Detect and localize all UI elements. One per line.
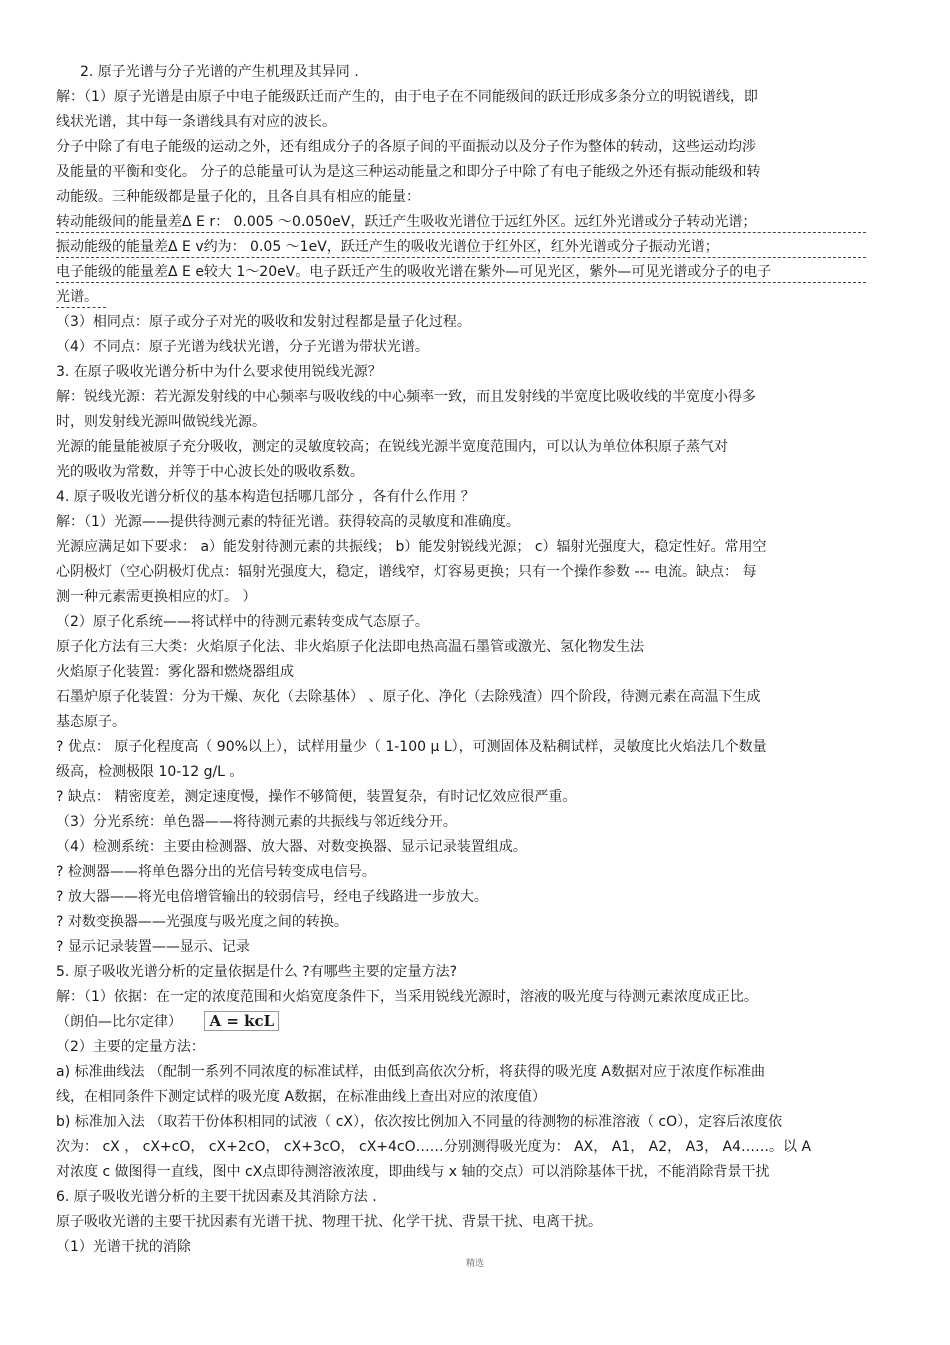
text-line: 解：锐线光源：若光源发射线的中心频率与吸收线的中心频率一致，而且发射线的半宽度比吸收线的半宽度小得多 (56, 389, 756, 405)
text-line: （3）分光系统：单色器——将待测元素的共振线与邻近线分开。 (56, 814, 457, 830)
text-line: （4）检测系统：主要由检测器、放大器、对数变换器、显示记录装置组成。 (56, 839, 527, 855)
text-line: 解：（1）依据：在一定的浓度范围和火焰宽度条件下，当采用锐线光源时，溶液的吸光度与待测元素浓度成正比。 (56, 989, 758, 1005)
text-line-underlined: 转动能级间的能量差Δ E r： 0.005 ～0.050eV，跃迁产生吸收光谱位于远红外区。远红外光谱或分子转动光谱； (56, 212, 866, 233)
text-line: （1）光谱干扰的消除 (56, 1239, 191, 1255)
text-line: 心阴极灯（空心阴极灯优点：辐射光强度大，稳定，谱线窄，灯容易更换；只有一个操作参数 --- 电流。缺点： 每 (56, 564, 757, 580)
text-line: a) 标准曲线法 （配制一系列不同浓度的标准试样，由低到高依次分析，将获得的吸光度 A数据对应于浓度作标准曲 (56, 1064, 765, 1080)
bullet-line: ? 显示记录装置——显示、记录 (56, 939, 250, 955)
text-line: 原子化方法有三大类：火焰原子化法、非火焰原子化法即电热高温石墨管或激光、氢化物发生法 (56, 639, 644, 655)
text-line: 时，则发射线光源叫做锐线光源。 (56, 414, 266, 430)
question-4-heading: 4. 原子吸收光谱分析仪的基本构造包括哪几部分 ，各有什么作用 ？ (56, 489, 475, 505)
text-line: 级高，检测极限 10-12 g/L 。 (56, 764, 244, 780)
text-line: （2）原子化系统——将试样中的待测元素转变成气态原子。 (56, 614, 429, 630)
text-line: b) 标准加入法 （取若干份体积相同的试液（ cX），依次按比例加入不同量的待测物的标准溶液（ cO），定容后浓度依 (56, 1114, 783, 1130)
text-line-underlined: 光谱。 (56, 287, 106, 308)
text-line: 线状光谱，其中每一条谱线具有对应的波长。 (56, 114, 336, 130)
text-line: 次为： cX ， cX+cO， cX+2cO， cX+3cO， cX+4cO……分别测得吸光度为： AX， A1， A2， A3， A4……。以 A (56, 1139, 812, 1155)
text-line: （4）不同点：原子光谱为线状光谱，分子光谱为带状光谱。 (56, 339, 429, 355)
text-line: 石墨炉原子化装置：分为干燥、灰化（去除基体） 、原子化、净化（去除残渣）四个阶段，待测元素在高温下生成 (56, 689, 761, 705)
beer-lambert-formula: A = kcL (204, 1011, 279, 1031)
text-line: 测一种元素需更换相应的灯。 ） (56, 589, 257, 605)
text-line: 及能量的平衡和变化。 分子的总能量可认为是这三种运动能量之和即分子中除了有电子能级之外还有振动能级和转 (56, 164, 761, 180)
question-6-heading: 6. 原子吸收光谱分析的主要干扰因素及其消除方法 . (56, 1189, 377, 1205)
bullet-line: ? 检测器——将单色器分出的光信号转变成电信号。 (56, 864, 376, 880)
text-line: 光源的能量能被原子充分吸收，测定的灵敏度较高；在锐线光源半宽度范围内，可以认为单位体积原子蒸气对 (56, 439, 728, 455)
text-line: 分子中除了有电子能级的运动之外，还有组成分子的各原子间的平面振动以及分子作为整体的转动，这些运动均涉 (56, 139, 756, 155)
text-line-with-formula (56, 1011, 896, 1032)
page-footer: 精选 (465, 1259, 484, 1269)
text-line-underlined: 电子能级的能量差Δ E e较大 1～20eV。电子跃迁产生的吸收光谱在紫外—可见光区，紫外—可见光谱或分子的电子 (56, 262, 866, 283)
text-line: 动能级。三种能级都是量子化的，且各自具有相应的能量： (56, 189, 420, 205)
text-line: 基态原子。 (56, 714, 126, 730)
bullet-line: ? 优点： 原子化程度高（ 90%以上），试样用量少（ 1-100 μ L），可测固体及粘稠试样，灵敏度比火焰法几个数量 (56, 739, 767, 755)
text-line: 对浓度 c 做图得一直线，图中 cX点即待测溶液浓度，即曲线与 x 轴的交点）可以消除基体干扰，不能消除背景干扰 (56, 1164, 770, 1180)
text-line: 原子吸收光谱的主要干扰因素有光谱干扰、物理干扰、化学干扰、背景干扰、电离干扰。 (56, 1214, 602, 1230)
question-3-heading: 3. 在原子吸收光谱分析中为什么要求使用锐线光源？ (56, 364, 382, 380)
text-line: 解：（1）原子光谱是由原子中电子能级跃迁而产生的，由于电子在不同能级间的跃迁形成多条分立的明锐谱线，即 (56, 89, 758, 105)
law-label: （朗伯—比尔定律） (56, 1014, 182, 1030)
bullet-line: ? 对数变换器——光强度与吸光度之间的转换。 (56, 914, 348, 930)
text-line: 火焰原子化装置：雾化器和燃烧器组成 (56, 664, 294, 680)
question-5-heading: 5. 原子吸收光谱分析的定量依据是什么 ?有哪些主要的定量方法? (56, 964, 458, 980)
text-line: （3）相同点：原子或分子对光的吸收和发射过程都是量子化过程。 (56, 314, 471, 330)
bullet-line: ? 放大器——将光电倍增管输出的较弱信号，经电子线路进一步放大。 (56, 889, 488, 905)
text-line: 解：（1）光源——提供待测元素的特征光谱。获得较高的灵敏度和准确度。 (56, 514, 520, 530)
text-line: 线，在相同条件下测定试样的吸光度 A数据，在标准曲线上查出对应的浓度值） (56, 1089, 547, 1105)
text-line: （2）主要的定量方法： (56, 1039, 205, 1055)
question-2-heading: 2. 原子光谱与分子光谱的产生机理及其异同 . (80, 64, 359, 80)
text-line-underlined: 振动能级的能量差Δ E v约为： 0.05 ～1eV，跃迁产生的吸收光谱位于红外区，红外光谱或分子振动光谱； (56, 237, 866, 258)
text-line: 光的吸收为常数，并等于中心波长处的吸收系数。 (56, 464, 364, 480)
text-line: 光源应满足如下要求： a）能发射待测元素的共振线； b）能发射锐线光源； c）辐射光强度大，稳定性好。常用空 (56, 539, 767, 555)
bullet-line: ? 缺点： 精密度差，测定速度慢，操作不够简便，装置复杂，有时记忆效应很严重。 (56, 789, 577, 805)
